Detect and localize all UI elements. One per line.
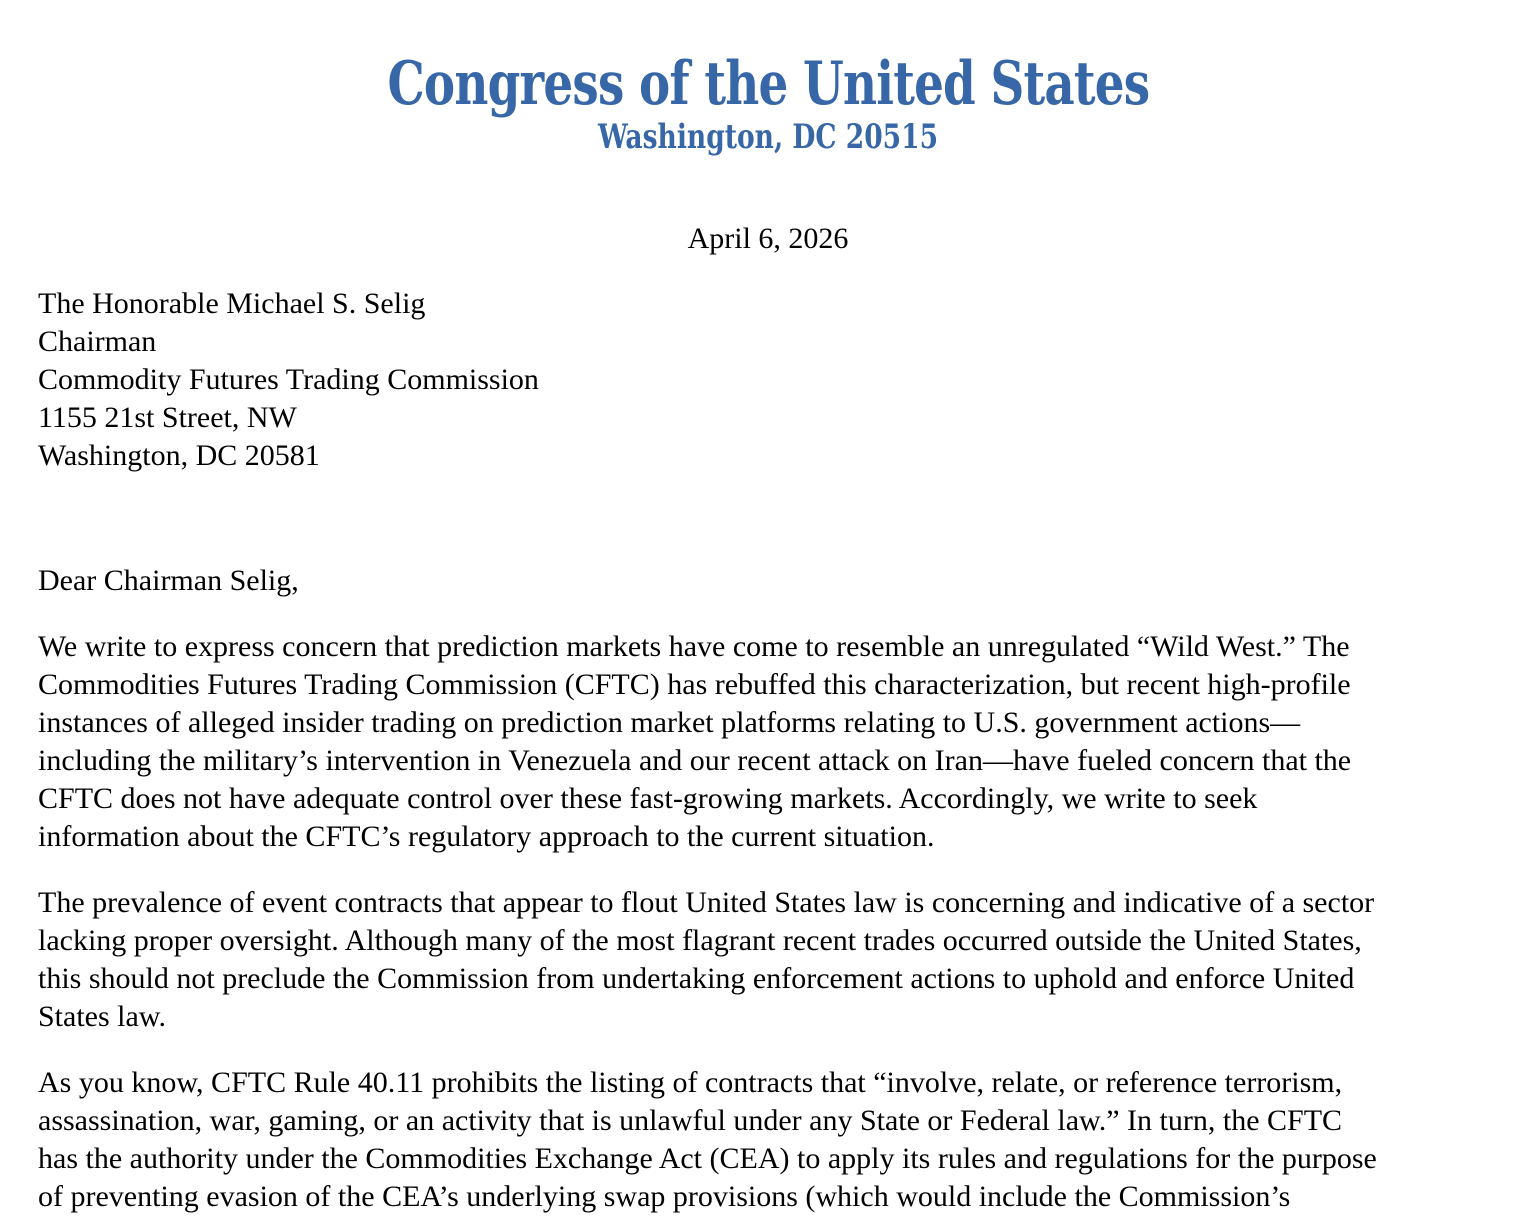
text-line: assassination, war, gaming, or an activity that is unlawful under any State or Federal law.” In turn, the CFTC: [38, 1104, 1343, 1137]
text-line: We write to express concern that prediction markets have come to resemble an unregulated “Wild West.” The: [38, 630, 1350, 663]
text-line: Washington, DC 20581: [38, 439, 320, 472]
letterhead-subtitle: Washington, DC 20515: [597, 117, 939, 157]
body-paragraph-3: [38, 1064, 1496, 1216]
text-line: States law.: [38, 1000, 167, 1033]
text-line: Commodity Futures Trading Commission: [38, 363, 539, 396]
text-line: information about the CFTC’s regulatory approach to the current situation.: [38, 820, 935, 853]
text-line: Chairman: [38, 325, 157, 358]
recipient-address-block: [38, 285, 1496, 475]
letterhead-subtitle-row: [0, 116, 1536, 158]
letterhead-title-row: [0, 49, 1536, 119]
text-line: of preventing evasion of the CEA’s underlying swap provisions (which would include the Commission’s: [38, 1180, 1291, 1213]
text-line: The Honorable Michael S. Selig: [38, 287, 426, 320]
date-line: April 6, 2026: [687, 222, 849, 255]
text-line: CFTC does not have adequate control over these fast-growing markets. Accordingly, we write to seek: [38, 782, 1258, 815]
salutation: Dear Chairman Selig,: [38, 564, 299, 597]
text-line: The prevalence of event contracts that appear to flout United States law is concerning and indicative of a sector: [38, 886, 1375, 919]
letterhead-title: Congress of the United States: [387, 49, 1149, 119]
body-paragraph-2: [38, 884, 1496, 1036]
text-line: As you know, CFTC Rule 40.11 prohibits the listing of contracts that “involve, relate, or reference terrorism,: [38, 1066, 1343, 1099]
text-line: instances of alleged insider trading on prediction market platforms relating to U.S. government actions—: [38, 706, 1301, 739]
letterhead: [0, 0, 1536, 158]
text-line: including the military’s intervention in Venezuela and our recent attack on Iran—have fueled concern that the: [38, 744, 1352, 777]
body-paragraph-1: [38, 628, 1496, 856]
text-line: lacking proper oversight. Although many of the most flagrant recent trades occurred outside the United States,: [38, 924, 1362, 957]
text-line: this should not preclude the Commission from undertaking enforcement actions to uphold and enforce United: [38, 962, 1355, 995]
text-line: Commodities Futures Trading Commission (CFTC) has rebuffed this characterization, but recent high-profile: [38, 668, 1351, 701]
text-line: has the authority under the Commodities Exchange Act (CEA) to apply its rules and regulations for the purpose: [38, 1142, 1377, 1175]
text-line: 1155 21st Street, NW: [38, 401, 297, 434]
